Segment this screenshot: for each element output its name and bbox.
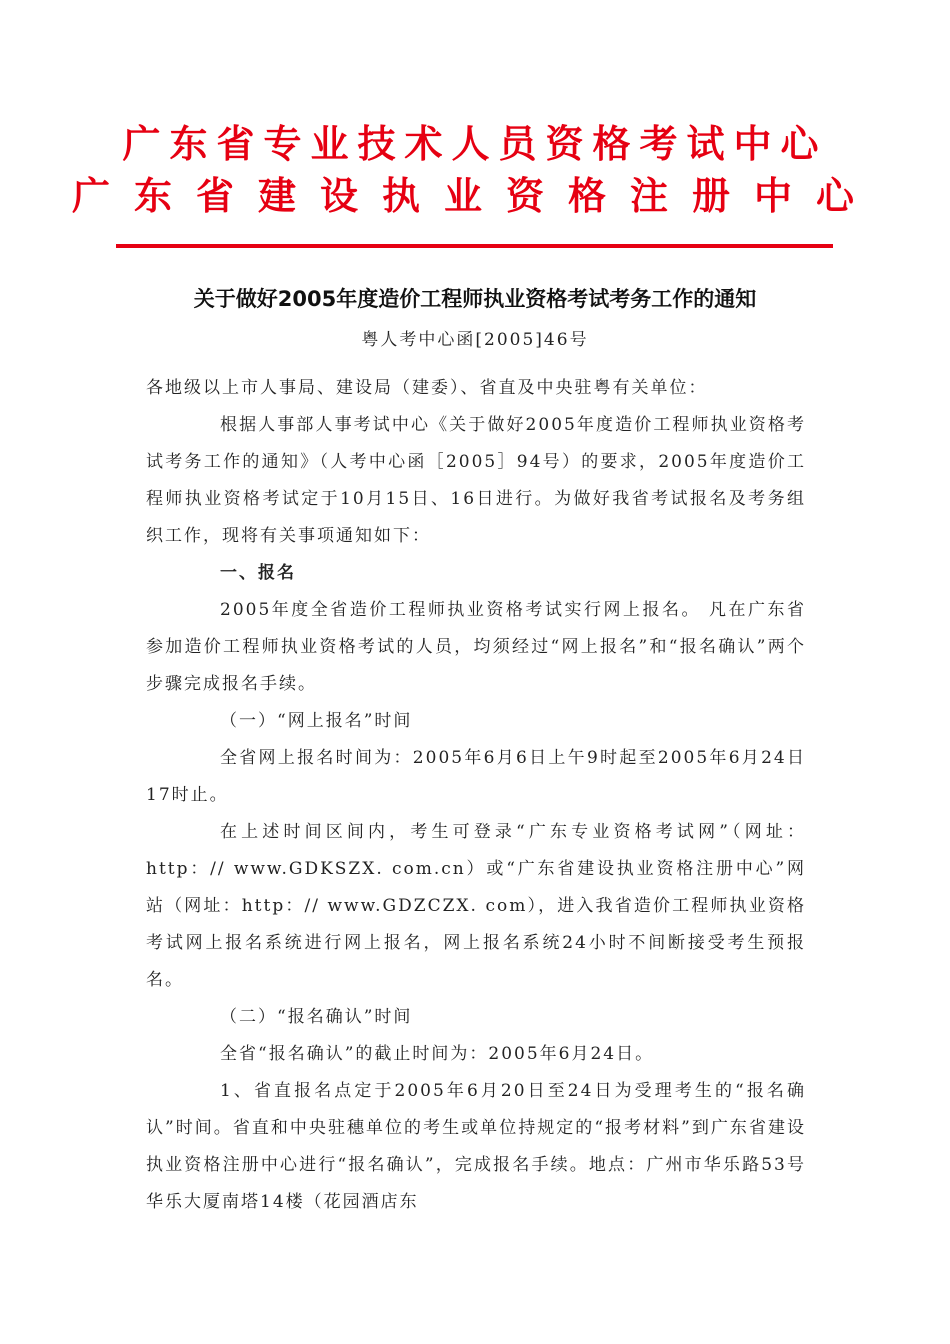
document-body — [146, 370, 806, 1221]
letterhead-org-1: 广东省专业技术人员资格考试中心 — [122, 122, 828, 166]
subsection-heading-online: （一）“网上报名”时间 — [220, 711, 413, 731]
letterhead — [0, 118, 950, 222]
salutation: 各地级以上市人事局、建设局（建委）、省直及中央驻粤有关单位： — [146, 378, 708, 398]
online-site-paragraph: 在上述时间区间内，考生可登录“广东专业资格考试网”（网址：http：// www.GDKSZX. com.cn）或“广东省建设执业资格注册中心”网站（网址：http：// www.GDZCZX. com），进入我省造价工程师执业资格考试网上报名系统进行网上报名，网上报名系统24小时不间断接受考生预报名。 — [146, 822, 806, 990]
document-title: 关于做好2005年度造价工程师执业资格考试考务工作的通知 — [193, 287, 757, 311]
subsection-heading-confirm: （二）“报名确认”时间 — [220, 1007, 413, 1027]
online-time-paragraph: 全省网上报名时间为：2005年6月6日上午9时起至2005年6月24日17时止。 — [146, 748, 806, 805]
letterhead-divider — [116, 244, 833, 248]
confirm-location-paragraph: 1、省直报名点定于2005年6月20日至24日为受理考生的“报名确认”时间。省直和中央驻穗单位的考生或单位持规定的“报考材料”到广东省建设执业资格注册中心进行“报名确认”，完成报名手续。地点：广州市华乐路53号华乐大厦南塔14楼（花园酒店东 — [146, 1081, 806, 1212]
intro-paragraph: 根据人事部人事考试中心《关于做好2005年度造价工程师执业资格考试考务工作的通知》（人考中心函［2005］94号）的要求，2005年度造价工程师执业资格考试定于10月15日、16日进行。为做好我省考试报名及考务组织工作，现将有关事项通知如下： — [146, 415, 806, 546]
section-heading-registration: 一、报名 — [220, 563, 296, 583]
document-number: 粤人考中心函[2005]46号 — [361, 330, 589, 350]
registration-paragraph: 2005年度全省造价工程师执业资格考试实行网上报名。 凡在广东省参加造价工程师执业资格考试的人员，均须经过“网上报名”和“报名确认”两个步骤完成报名手续。 — [146, 600, 806, 694]
confirm-deadline-paragraph: 全省“报名确认”的截止时间为：2005年6月24日。 — [220, 1044, 655, 1064]
letterhead-org-2: 广东省建设执业资格注册中心 — [71, 174, 878, 218]
